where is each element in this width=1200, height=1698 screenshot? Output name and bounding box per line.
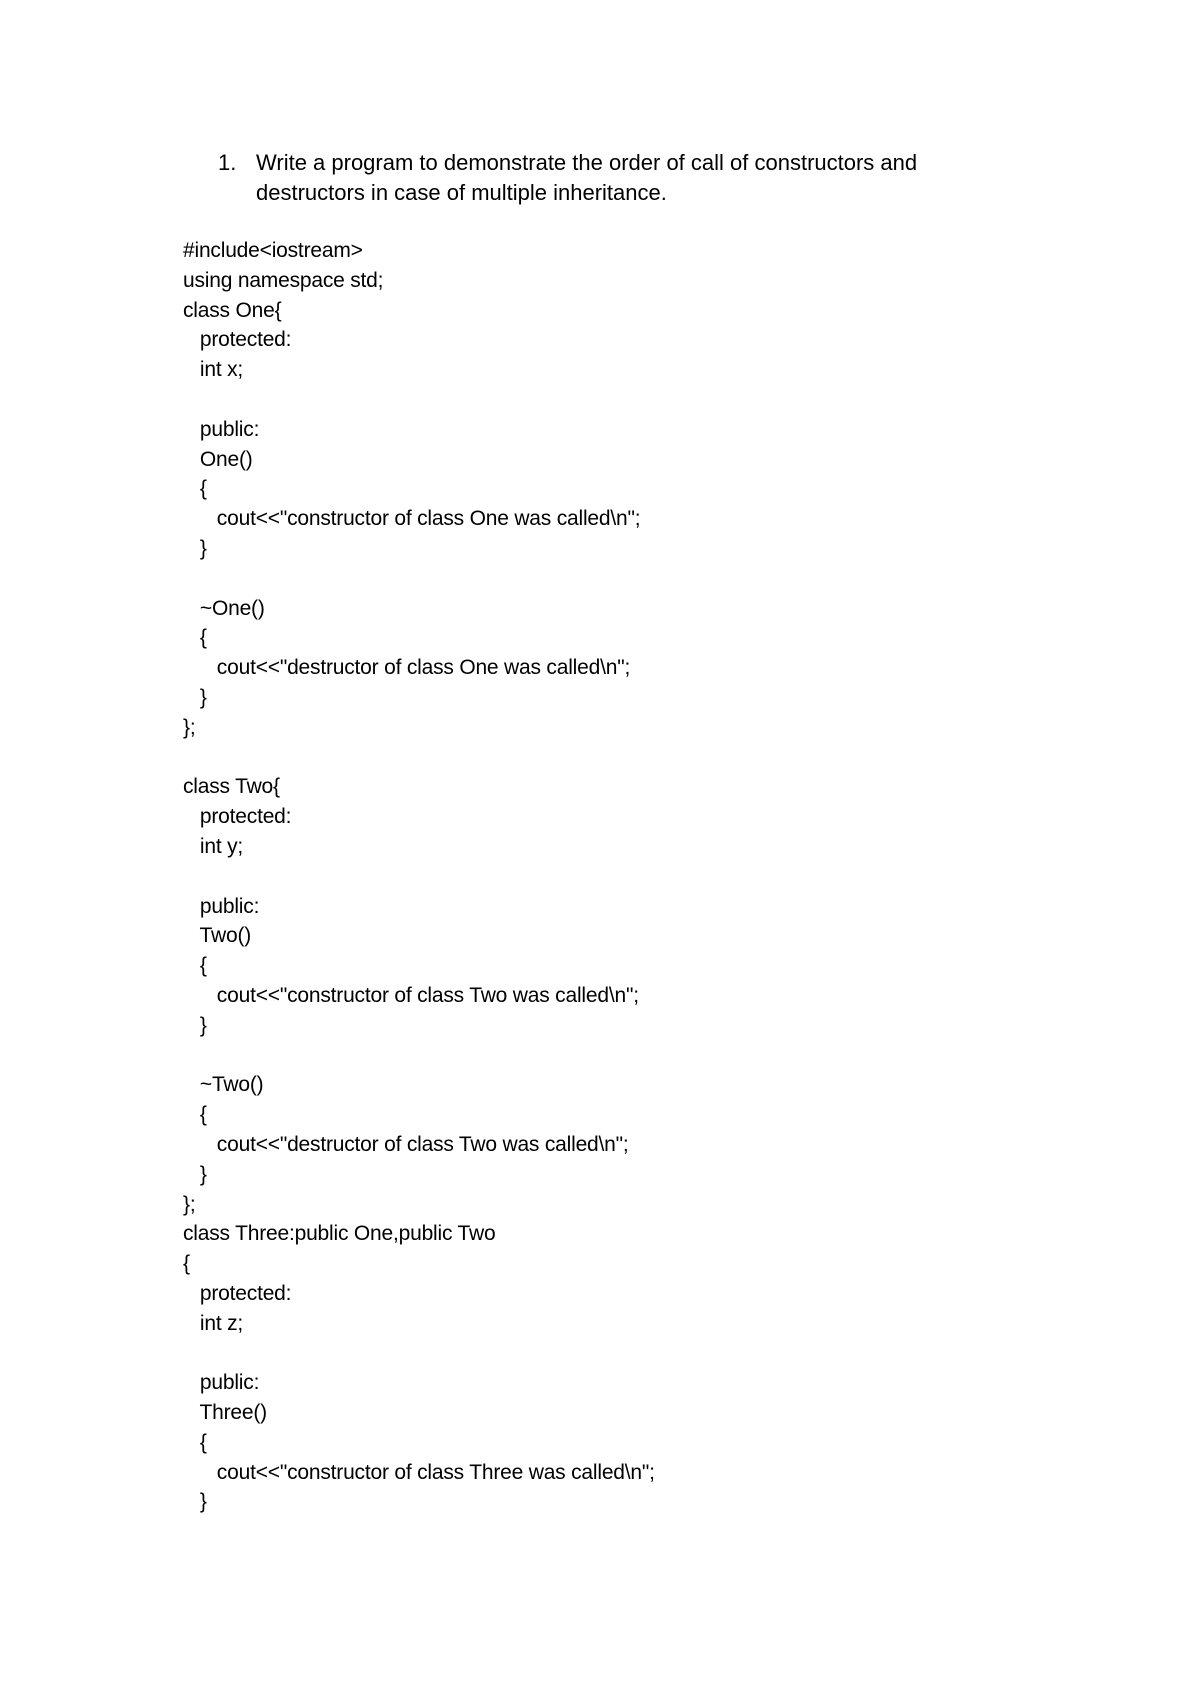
code-line: } [183,1162,207,1186]
code-line: }; [183,715,196,739]
code-line: { [183,1103,207,1127]
code-line [183,743,655,773]
code-line: Three() [183,1401,267,1425]
code-line: { [183,1252,190,1276]
code-line: cout<<"constructor of class Three was called\n"; [183,1460,655,1484]
code-line: protected: [183,805,292,829]
code-line: { [183,477,207,501]
code-line: public: [183,417,260,441]
code-line: Two() [183,924,252,948]
code-line: } [183,685,207,709]
code-line: #include<iostream> [183,239,363,262]
code-line: { [183,1430,207,1454]
code-line: cout<<"destructor of class One was called\n"; [183,656,631,680]
code-line: public: [183,894,260,918]
code-line: int y; [183,834,244,858]
code-line [183,862,655,892]
question-item [218,148,978,208]
code-line: cout<<"destructor of class Two was called\n"; [183,1132,629,1156]
code-line: int x; [183,358,244,382]
code-line [183,564,655,594]
code-line: } [183,1013,207,1037]
code-line: cout<<"constructor of class Two was called\n"; [183,983,639,1007]
question-text: Write a program to demonstrate the order of call of constructors and destructors in case of multiple inheritance. [256,150,918,205]
code-line: using namespace std; [183,268,384,292]
code-line: } [183,1490,207,1514]
code-line: class Two{ [183,775,280,799]
code-line: }; [183,1192,196,1216]
code-line [183,385,655,415]
code-line: protected: [183,1281,292,1305]
code-block [183,236,655,1517]
code-line: One() [183,447,253,471]
question-number: 1. [218,150,237,175]
code-line: protected: [183,328,292,352]
code-line: { [183,626,207,650]
code-line: { [183,954,207,978]
code-line: } [183,536,207,560]
code-line: cout<<"constructor of class One was called\n"; [183,507,641,531]
code-line: public: [183,1371,260,1395]
code-line: ~One() [183,596,265,620]
code-line: class One{ [183,298,282,322]
code-line [183,1338,655,1368]
code-line: int z; [183,1311,244,1335]
code-line: ~Two() [183,1073,264,1097]
code-line [183,1041,655,1071]
code-line: class Three:public One,public Two [183,1222,496,1246]
